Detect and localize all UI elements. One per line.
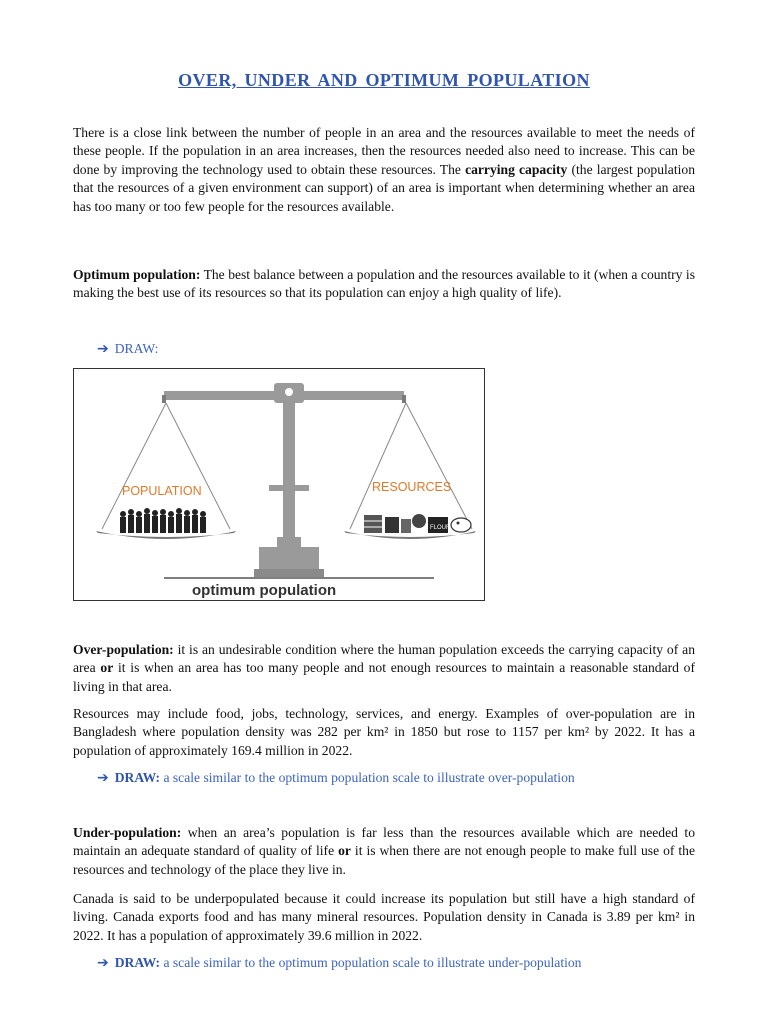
over-population-paragraph [73, 641, 695, 696]
balance-scale-figure [73, 368, 485, 601]
draw-instruction-under [97, 954, 581, 972]
draw-label: DRAW: [114, 341, 159, 356]
under-population-paragraph [73, 824, 695, 879]
over-text-2: it is when an area has too many people and not enough resources to maintain a reasonable standard of living in that area. [73, 660, 696, 694]
over-population-term: Over-population: [73, 642, 174, 657]
scale-post [283, 403, 295, 553]
under-or: or [338, 843, 351, 859]
intro-text-1: There is a close link between the number of people in an area and the resources available to meet the needs of these people. If the population in an area increases, then the resources needed also need to increase. This can be done by improving the technology used to obtain these resources. The [73, 125, 695, 177]
draw-instruction-optimum [97, 340, 158, 358]
draw-keyword: DRAW: [114, 770, 161, 785]
arrow-right-icon: ➔ [97, 341, 109, 357]
under-text-2: it is when there are not enough people to make full use of the resources and technology of the place they live in. [73, 843, 696, 877]
optimum-definition: The best balance between a population and the resources available to it (when a country is making the best use of its resources so that its population can enjoy a high quality of life). [73, 267, 695, 301]
optimum-term: Optimum population: [73, 267, 201, 282]
balance-scale-illustration [74, 369, 484, 600]
crowd-icon [120, 508, 206, 533]
under-text-1: when an area’s population is far less than the resources available which are needed to maintain an adequate standard of quality of life [73, 825, 695, 859]
page-title: OVER, UNDER AND OPTIMUM POPULATION [178, 70, 590, 90]
draw-under-text: a scale similar to the optimum population scale to illustrate under-population [160, 955, 582, 970]
draw-instruction-over [97, 769, 575, 787]
optimum-paragraph [73, 266, 695, 303]
population-label: POPULATION [122, 484, 202, 498]
arrow-right-icon: ➔ [97, 770, 109, 786]
under-population-example: Canada is said to be underpopulated because it could increase its population but still have a high standard of living. Canada exports food and has many mineral resources. Population density in Canada is 3.89 per km² in 2022. It has a population of approximately 39.6 million in 2022. [73, 891, 695, 943]
intro-text-2: (the largest population that the resources of a given environment can support) of an area is important when determining whether an area has too many or too few people for the resources available. [73, 161, 695, 214]
over-population-example: Resources may include food, jobs, technology, services, and energy. Examples of over-population are in Bangladesh where population density was 282 per km² in 1850 but rose to 1157 per km² by 2022. It has a population of approximately 169.4 million in 2022. [73, 706, 695, 758]
over-text-1: it is an undesirable condition where the human population exceeds the carrying capacity of an area [73, 642, 695, 676]
over-or: or [100, 660, 114, 676]
resources-icon [364, 514, 471, 533]
figure-caption: optimum population [192, 582, 337, 599]
arrow-right-icon: ➔ [97, 955, 109, 971]
draw-keyword: DRAW: [114, 955, 161, 970]
draw-over-text: a scale similar to the optimum population scale to illustrate over-population [160, 770, 575, 785]
resources-label: RESOURCES [372, 480, 452, 494]
intro-paragraph [73, 124, 695, 216]
under-population-term: Under-population: [73, 825, 182, 840]
svg-text:FLOUR: FLOUR [430, 525, 451, 531]
carrying-capacity-term: carrying capacity [465, 161, 568, 177]
